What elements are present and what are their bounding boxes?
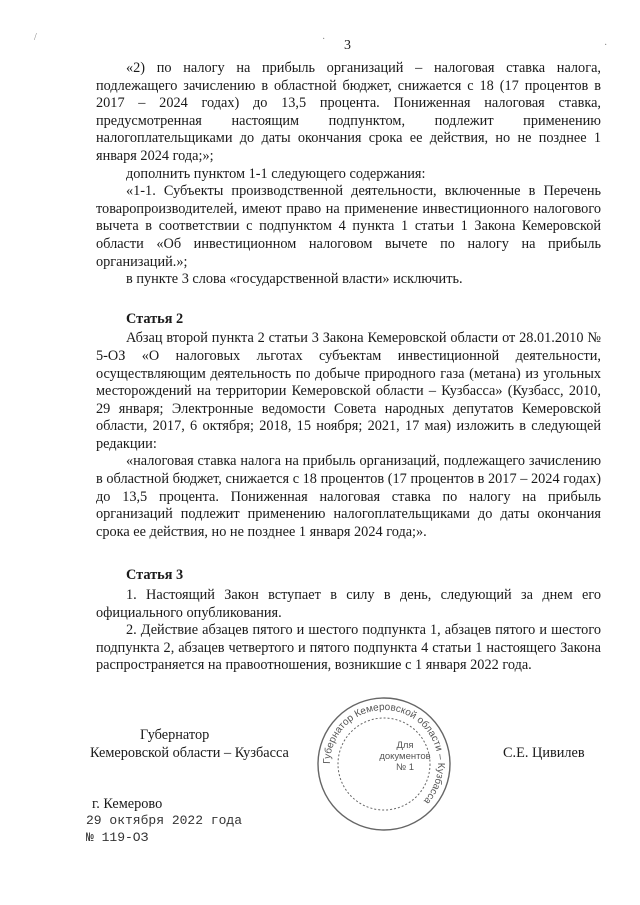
- stamp-center-line: № 1: [395, 762, 415, 773]
- law-number: № 119-ОЗ: [86, 830, 149, 845]
- stamp-center: [374, 740, 436, 773]
- article-2-paragraph: Абзац второй пункта 2 статьи 3 Закона Кемеровской области от 28.01.2010 № 5-ОЗ «О налоговых льготах субъектам инвестиционной деятельности, осуществляющим деятельность по добыче природного газа (метана) из угольных месторождений на территории Кемеровской области – Кузбасса» (Кузбасс, 2010, 29 января; Электронные ведомости Совета народных депутатов Кемеровской области, 2017, 6 октября; 2018, 15 ноября; 2021, 17 мая) изложить в следующей редакции:: [96, 330, 601, 452]
- article-3-heading: Статья 3: [126, 567, 184, 584]
- signature-region: Кемеровской области – Кузбасса: [90, 745, 289, 761]
- city: г. Кемерово: [92, 796, 163, 812]
- stamp-center-line: Для: [396, 740, 414, 751]
- scan-speck: ·: [322, 34, 326, 45]
- signature-name: С.Е. Цивилев: [503, 745, 585, 761]
- stamp-center-line: документов: [379, 751, 431, 762]
- signature-title: Губернатор: [140, 727, 210, 743]
- law-date: 29 октября 2022 года: [86, 813, 243, 828]
- article-3-paragraph: 2. Действие абзацев пятого и шестого подпункта 1, абзацев пятого и шестого подпункта 2, абзацев четвертого и пятого подпункта 4 статьи 1 настоящего Закона распространяется на правоотношения, возникшие с 1 января 2022 года.: [96, 622, 601, 674]
- amendment-paragraph: в пункте 3 слова «государственной власти» исключить.: [126, 271, 463, 288]
- amendment-paragraph: дополнить пунктом 1-1 следующего содержания:: [126, 165, 426, 182]
- page-number: 3: [344, 38, 351, 53]
- document-body: [96, 60, 601, 675]
- scan-speck: ·: [604, 40, 608, 51]
- article-2-heading: Статья 2: [126, 310, 184, 327]
- stamp-ring-text: Губернатор Кемеровской области – Кузбасса: [321, 701, 447, 807]
- scan-speck: /: [34, 32, 37, 43]
- amendment-paragraph: «2) по налогу на прибыль организаций – налоговая ставка налога, подлежащего зачислению в областной бюджет, снижается с 18 (17 процентов в 2017 – 2024 годах) до 13,5 процента. Пониженная налоговая ставка, предусмотренная настоящим подпунктом, подлежит применению налогоплательщиками до даты окончания срока ее действия, но не позднее 1 января 2024 года;»;: [96, 60, 601, 164]
- amendment-paragraph: «1-1. Субъекты производственной деятельности, включенные в Перечень товаропроизводителей, имеют право на применение инвестиционного налогового вычета в соответствии с подпунктом 4 пункта 1 статьи 1 Закона Кемеровской области «Об инвестиционном налоговом вычете по налогу на прибыль организаций.»;: [96, 183, 601, 270]
- article-3-paragraph: 1. Настоящий Закон вступает в силу в день, следующий за днем его официального опубликования.: [96, 587, 601, 621]
- article-2-paragraph: «налоговая ставка налога на прибыль организаций, подлежащего зачислению в областной бюджет, снижается с 18 процентов (17 процентов в 2017 – 2024 годах) до 13,5 процента. Пониженная налоговая ставка по налогу на прибыль организаций подлежит применению налогоплательщиками до даты окончания срока ее действия, но не позднее 1 января 2024 года;».: [96, 453, 601, 540]
